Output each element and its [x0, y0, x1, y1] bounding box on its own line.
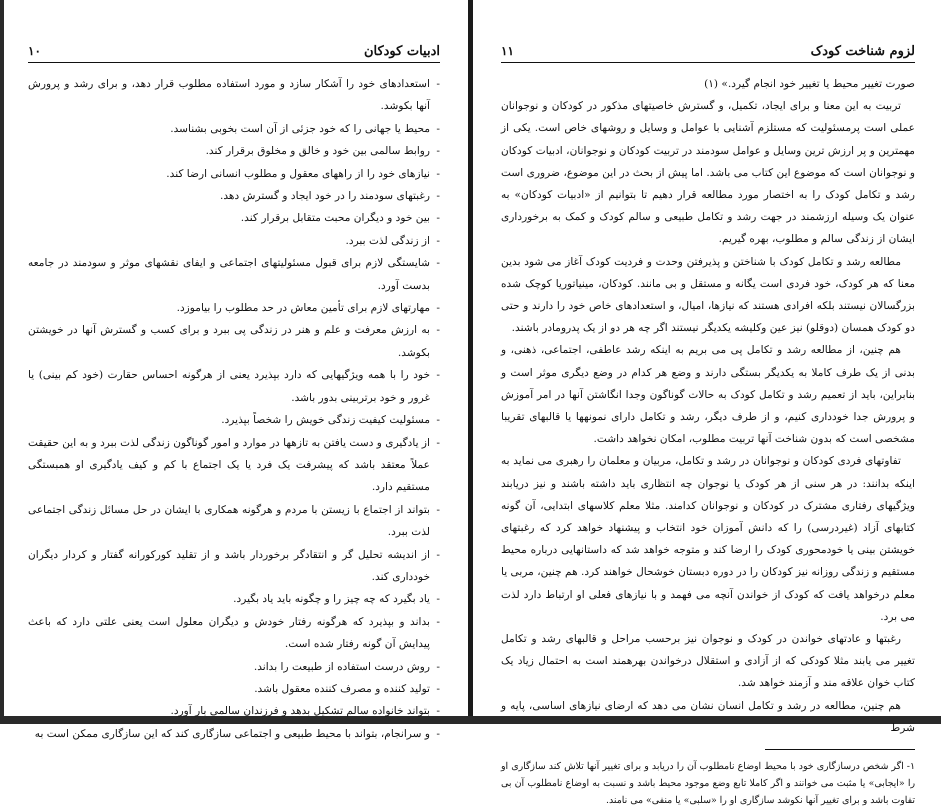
- body-paragraph: تربیت به این معنا و برای ایجاد، تکمیل، و گسترش خاصیتهای مذکور در کودکان و نوجوانان عملی است پرمسئولیت که مستلزم آشنایی با عوامل و وسایل و روشهای خاص است. یکی از مهمترین و پر ارزش ترین وسایل و عوامل سودمند در تربیت کودکان و نوجوانان، ادبیات کودکان و نوجوانان است که موضوع این کتاب می باشد. اما پیش از بحث در این موضوع، ضروری است رشد و تکامل کودک را به اختصار مورد مطالعه قرار دهیم تا بتوانیم از «ادبیات کودکان» به عنوان یک وسیله ارزشمند در جهت رشد و تکامل طبیعی و سالم کودک و کمک به برخورداری ایشان از زندگی سالم و مطلوب، بهره گیریم.: [501, 100, 915, 246]
- list-item: - و سرانجام، بتواند با محیط طبیعی و اجتماعی سازگاری کند که این سازگاری ممکن است به: [28, 723, 440, 745]
- left-page-number: ۱۰: [28, 44, 41, 58]
- list-item: - بتواند خانواده سالم تشکیل بدهد و فرزندان سالمی بار آورد.: [28, 700, 440, 722]
- list-item: - استعدادهای خود را آشکار سازد و مورد استفاده مطلوب قرار دهد، و برای رشد و پرورش آنها بکوشد.: [28, 73, 440, 118]
- list-item: - مهارتهای لازم برای تأمین معاش در حد مطلوب را بیاموزد.: [28, 297, 440, 319]
- body-paragraph: صورت تغییر محیط یا تغییر خود انجام گیرد.» (۱): [704, 78, 915, 90]
- body-paragraph: تفاوتهای فردی کودکان و نوجوانان در رشد و تکامل، مربیان و معلمان را رهبری می نماید به اینکه بدانند: در هر سنی از هر کودک یا نوجوان چه انتظاری باید داشته باشند و نیز دریابند ویژگیهای رفتاری مشترک در کودکان و نوجوانان کدامند. مثلا معلم کلاسهای ابتدایی، آن گونه کتابهای آزاد (غیردرسی) را که دانش آموزان خود انتخاب و پیشنهاد خواهد کرد که رغبتهای خویشتن بینی یا خودمحوری کودک را ارضا کند و متوجه خواهد شد که داستانهایی درباره محیط مستقیم و زندگی روزانه نیز کودکان را در دوره دبستان خوشحال خواهند کرد. هم چنین، مربی یا معلم درخواهد یافت که کودک از خواندن آنچه می فهمد و با نیازهای فعلی او ارتباط دارد لذت می برد.: [501, 455, 915, 623]
- body-paragraph: هم چنین، از مطالعه رشد و تکامل پی می بریم به اینکه رشد عاطفی، اجتماعی، ذهنی، و بدنی از یک طرف کاملا به یکدیگر بستگی دارند و وضع هر کدام در وضع دیگری موثر است و بنابراین، باید از تعمیم رشد و تکامل کودک به حالات گوناگون وجدا انگاشتن آنها در امر آموزش و پرورش جدا خودداری کنیم، و از طرف دیگر، رشد و تکامل دارای نمونهها یا قالبهای تقریبا مشخصی است که بدون شناخت آنها تربیت مطلوب، امکان نخواهد داشت.: [501, 344, 915, 446]
- right-page-number: ۱۱: [501, 44, 514, 58]
- list-item: - شایستگی لازم برای قبول مسئولیتهای اجتماعی و ایفای نقشهای موثر و سودمند در جامعه بدست آورد.: [28, 252, 440, 297]
- list-item: - از زندگی لذت ببرد.: [28, 230, 440, 252]
- list-item: - بتواند از اجتماع با زیستن با مردم و هرگونه همکاری با ایشان در حل مسائل زندگی اجتماعی لذت ببرد.: [28, 499, 440, 544]
- list-item: - نیازهای خود را از راههای معقول و مطلوب انسانی ارضا کند.: [28, 163, 440, 185]
- list-item: - محیط یا جهانی را که خود جزئی از آن است بخوبی بشناسد.: [28, 118, 440, 140]
- list-item: - روش درست استفاده از طبیعت را بداند.: [28, 656, 440, 678]
- body-paragraph: هم چنین، مطالعه در رشد و تکامل انسان نشان می دهد که ارضای نیازهای اساسی، پایه و شرط: [501, 699, 915, 734]
- list-item: - به ارزش معرفت و علم و هنر در زندگی پی ببرد و برای کسب و گسترش آنها در خویشتن بکوشد.: [28, 319, 440, 364]
- right-page-title: لزوم شناخت کودک: [810, 44, 915, 59]
- list-item: - خود را با همه ویژگیهایی که دارد بپذیرد یعنی از هرگونه احساس حقارت (خود کم بینی) یا غرور و خود برتربینی بدور باشد.: [28, 364, 440, 409]
- list-item: - از اندیشه تحلیل گر و انتقادگر برخوردار باشد و از تقلید کورکورانه گفتار و کردار دیگران خودداری کند.: [28, 544, 440, 589]
- left-page-title: ادبیات کودکان: [363, 44, 440, 59]
- body-paragraph: مطالعه رشد و تکامل کودک با شناختن و پذیرفتن وحدت و فردیت کودک آغاز می شود بدین معنا که هر کودک، خود فردی است یگانه و مستقل و بی مانند. کودکان، مینیاتوریا کوچک شده بزرگسالان نیستند بلکه افرادی هستند که نیازها، امیال، و استعدادهای خاص خود را دارند و حتی دو کودک همسان (دوقلو) نیز عین وکلیشه یکدیگر نیستند اگر چه هر دو از یک پدرومادر باشند.: [501, 255, 915, 335]
- right-page-header: [501, 44, 915, 63]
- list-item: - بین خود و دیگران محبت متقابل برقرار کند.: [28, 207, 440, 229]
- list-item: - یاد بگیرد که چه چیز را و چگونه باید یاد بگیرد.: [28, 588, 440, 610]
- list-item: - بداند و بپذیرد که هرگونه رفتار خودش و دیگران معلول است یعنی علتی دارد که باعث پیدایش آن گونه رفتار شده است.: [28, 611, 440, 656]
- list-item: - مسئولیت کیفیت زندگی خویش را شخصاً بپذیرد.: [28, 409, 440, 431]
- list-item: - از یادگیری و دست یافتن به تازهها در موارد و امور گوناگون زندگی لذت ببرد و به این حقیقت عملاً معتقد باشد که پیشرفت یک فرد یا یک اجتماع با کم و کیف یادگیری او همبستگی مستقیم دارد.: [28, 432, 440, 499]
- footnote-divider: [765, 749, 915, 750]
- right-page: [473, 0, 941, 807]
- body-paragraph: رغبتها و عادتهای خواندن در کودک و نوجوان نیز برحسب مراحل و قالبهای رشد و تکامل تغییر می یابند مثلا کودکی که از آزادی و استقلال درخواندن بهرهمند است به احتمال زیاد یک کتاب خوان علاقه مند و آزمند خواهد شد.: [501, 633, 915, 690]
- list-item: - رغبتهای سودمند را در خود ایجاد و گسترش دهد.: [28, 185, 440, 207]
- left-page-header: [28, 44, 440, 63]
- list-item: - تولید کننده و مصرف کننده معقول باشد.: [28, 678, 440, 700]
- left-page: [4, 0, 468, 740]
- list-item: - روابط سالمی بین خود و خالق و مخلوق برقرار کند.: [28, 140, 440, 162]
- footnote: ۱- اگر شخص درسازگاری خود با محیط اوضاع نامطلوب آن را دریابد و برای تغییر آنها تلاش کند سازگاری او را «ایجابی» یا مثبت می خوانند و اگر کاملا تابع وضع موجود محیط باشد و نسبت به اوضاع نامطلوب آن بی تفاوت باشد و برای تغییر آنها نکوشد سازگاری او را «سلبی» یا منفی» می نامند.: [501, 761, 915, 807]
- goals-list: [28, 73, 440, 745]
